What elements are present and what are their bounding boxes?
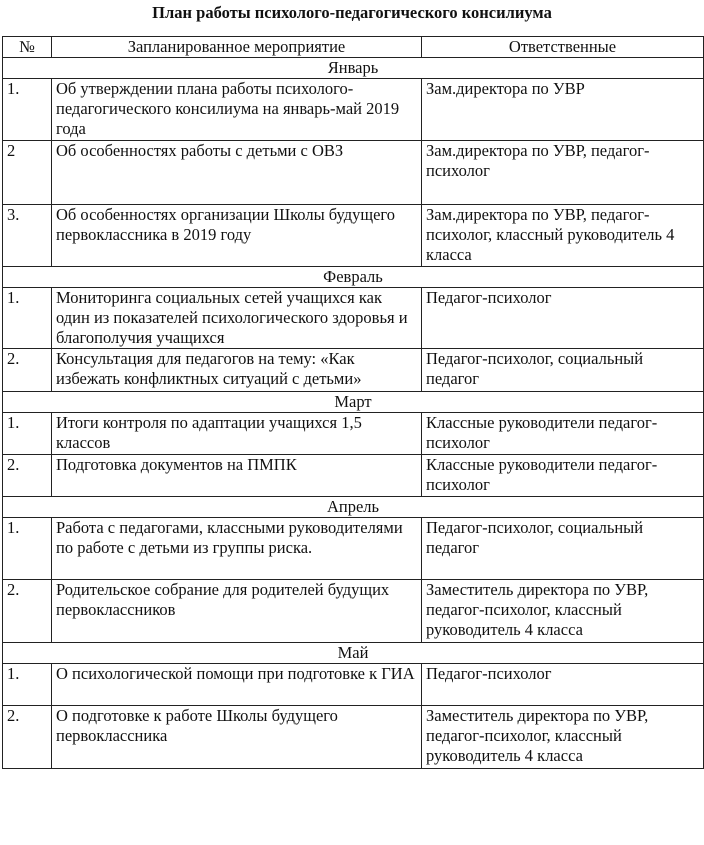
row-num: 3. <box>3 205 52 267</box>
table-row <box>3 288 704 349</box>
row-event: Работа с педагогами, классными руководителями по работе с детьми из группы риска. <box>52 518 422 580</box>
row-responsible: Заместитель директора по УВР, педагог-психолог, классный руководитель 4 класса <box>422 580 704 643</box>
table-row <box>3 413 704 455</box>
row-num: 1. <box>3 79 52 141</box>
row-num: 2. <box>3 349 52 392</box>
month-label: Май <box>3 643 704 664</box>
table-row <box>3 205 704 267</box>
month-row-february <box>3 267 704 288</box>
row-responsible: Классные руководители педагог-психолог <box>422 413 704 455</box>
row-num: 1. <box>3 518 52 580</box>
row-event: Родительское собрание для родителей будущих первоклассников <box>52 580 422 643</box>
row-num: 2. <box>3 706 52 769</box>
row-responsible: Зам.директора по УВР, педагог-психолог, классный руководитель 4 класса <box>422 205 704 267</box>
header-event: Запланированное мероприятие <box>52 37 422 58</box>
plan-table <box>2 36 704 769</box>
header-num: № <box>3 37 52 58</box>
row-event: Об особенностях организации Школы будущего первоклассника в 2019 году <box>52 205 422 267</box>
row-responsible: Заместитель директора по УВР, педагог-психолог, классный руководитель 4 класса <box>422 706 704 769</box>
month-row-may <box>3 643 704 664</box>
month-label: Январь <box>3 58 704 79</box>
month-label: Февраль <box>3 267 704 288</box>
table-row <box>3 664 704 706</box>
row-event: Подготовка документов на ПМПК <box>52 455 422 497</box>
row-num: 2. <box>3 455 52 497</box>
row-event: Консультация для педагогов на тему: «Как избежать конфликтных ситуаций с детьми» <box>52 349 422 392</box>
row-num: 1. <box>3 288 52 349</box>
row-num: 1. <box>3 413 52 455</box>
table-row <box>3 580 704 643</box>
table-row <box>3 455 704 497</box>
row-event: Мониторинга социальных сетей учащихся как один из показателей психологического здоровья и благополучия учащихся <box>52 288 422 349</box>
table-header-row <box>3 37 704 58</box>
table-row <box>3 141 704 205</box>
row-responsible: Зам.директора по УВР, педагог-психолог <box>422 141 704 205</box>
row-event: О подготовке к работе Школы будущего первоклассника <box>52 706 422 769</box>
page-title: План работы психолого-педагогического консилиума <box>152 3 552 22</box>
row-responsible: Педагог-психолог <box>422 664 704 706</box>
row-event: Итоги контроля по адаптации учащихся 1,5 классов <box>52 413 422 455</box>
table-row <box>3 518 704 580</box>
month-label: Апрель <box>3 497 704 518</box>
row-event: Об утверждении плана работы психолого-педагогического консилиума на январь-май 2019 года <box>52 79 422 141</box>
header-responsible: Ответственные <box>422 37 704 58</box>
month-label: Март <box>3 392 704 413</box>
month-row-january <box>3 58 704 79</box>
row-num: 2 <box>3 141 52 205</box>
table-row <box>3 79 704 141</box>
row-responsible: Педагог-психолог <box>422 288 704 349</box>
row-responsible: Зам.директора по УВР <box>422 79 704 141</box>
table-row <box>3 706 704 769</box>
month-row-april <box>3 497 704 518</box>
row-num: 1. <box>3 664 52 706</box>
row-event: О психологической помощи при подготовке к ГИА <box>52 664 422 706</box>
row-num: 2. <box>3 580 52 643</box>
month-row-march <box>3 392 704 413</box>
row-responsible: Педагог-психолог, социальный педагог <box>422 518 704 580</box>
row-responsible: Классные руководители педагог-психолог <box>422 455 704 497</box>
table-row <box>3 349 704 392</box>
row-responsible: Педагог-психолог, социальный педагог <box>422 349 704 392</box>
row-event: Об особенностях работы с детьми с ОВЗ <box>52 141 422 205</box>
